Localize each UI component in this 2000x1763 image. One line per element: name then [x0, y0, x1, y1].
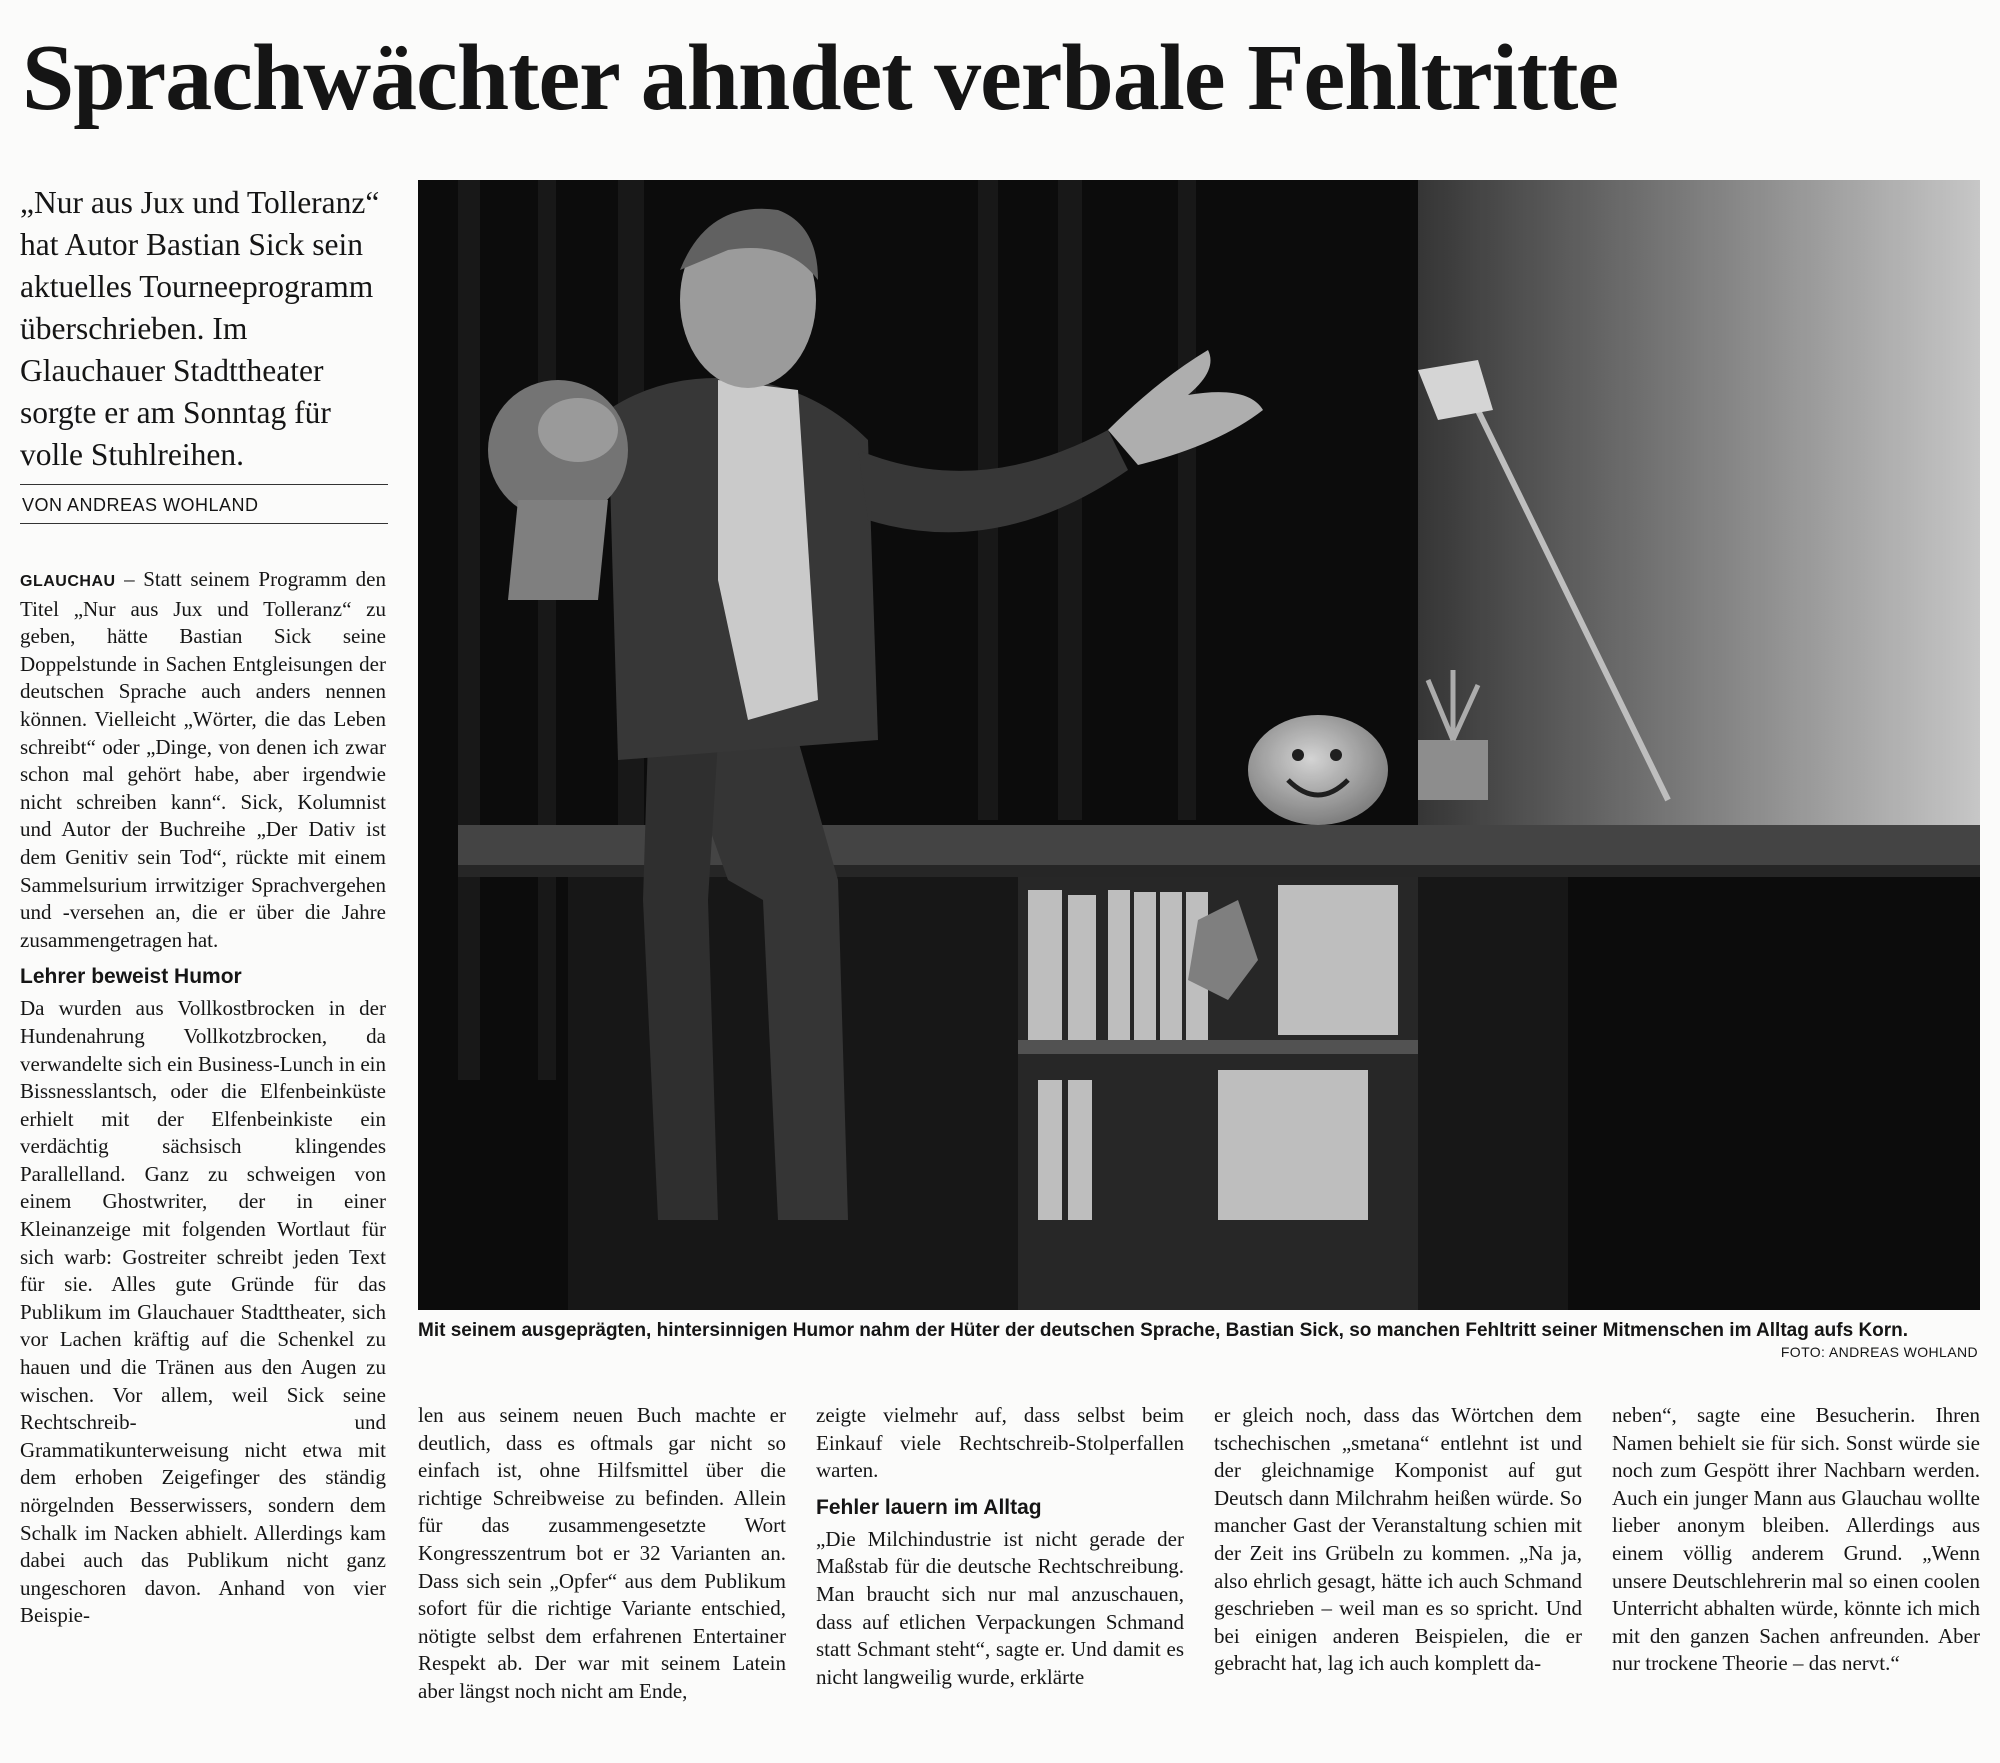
article-photo [418, 180, 1980, 1310]
photo-illustration [418, 180, 1980, 1310]
column-1-paragraph-1 [20, 566, 386, 954]
column-4-paragraph: er gleich noch, dass das Wörtchen dem tschechischen „smetana“ entlehnt ist und der gleichnamige Komponist auf gut Deutsch dann Milchrahm heißen würde. So mancher Gast der Veranstaltung schien mit der Zeit ins Grübeln zu kommen. „Na ja, also ehrlich gesagt, hätte ich auch Schmand geschrieben – weil man es so spricht. Und bei einigen anderen Beispielen, die er gebracht hat, lag ich auch komplett da- [1214, 1403, 1582, 1676]
photo-credit: FOTO: ANDREAS WOHLAND [1780, 1344, 1978, 1360]
column-1-paragraph-2: Da wurden aus Vollkostbrocken in der Hundenahrung Vollkotzbrocken, da verwandelte sich ein Business-Lunch in ein Bissnesslantsch, oder die Elfenbeinküste erhielt mit der Elfenbeinkiste ein verdächtig sächsisch klingendes Parallelland. Ganz zu schweigen von einem Ghostwriter, der in einer Kleinanzeige mit folgenden Wortlaut für sich warb: Gostreiter schreibt jeden Text für sie. Alles gute Gründe für das Publikum im Glauchauer Stadttheater, sich vor Lachen kräftig auf die Schenkel zu hauen und die Tränen aus den Augen zu wischen. Vor allem, weil Sick seine Rechtschreib- und Grammatikunterweisung nicht etwa mit dem erhoben Zeigefinger des ständig nörgelnden Besserwissers, sondern dem Schalk im Nacken abhielt. Allerdings kam dabei auch das Publikum nicht ganz ungeschoren davon. Anhand von vier Beispie- [20, 996, 386, 1628]
photo-caption: Mit seinem ausgeprägten, hintersinnigen Humor nahm der Hüter der deutschen Sprache, Bastian Sick, so manchen Fehltritt seiner Mitmenschen im Alltag aufs Korn. [418, 1320, 1909, 1341]
article-column-5 [1612, 1402, 1980, 1678]
article-column-3 [816, 1402, 1184, 1691]
subhead-lehrer: Lehrer beweist Humor [20, 965, 242, 989]
subhead-fehler: Fehler lauern im Alltag [816, 1495, 1042, 1519]
column-5-paragraph: neben“, sagte eine Besucherin. Ihren Namen behielt sie für sich. Sonst würde sie noch zum Gespött ihrer Nachbarn werden. Auch ein junger Mann aus Glauchau wollte lieber anonym bleiben. Allerdings aus einem völlig anderem Grund. „Wenn unsere Deutschlehrerin mal so einen coolen Unterricht abhalten würde, könnte ich mich mit den ganzen Sachen anfreunden. Aber nur trockene Theorie – das nervt.“ [1612, 1403, 1980, 1676]
column-1-text-1: – Statt seinem Programm den Titel „Nur aus Jux und Tolleranz“ zu geben, hätte Bastian Sick seine Doppelstunde in Sachen Entgleisungen der deutschen Sprache auch anders nennen können. Vielleicht „Wörter, die das Leben schreibt“ oder „Dinge, von denen ich zwar schon mal gehört habe, aber irgendwie nicht schreiben kann“. Sick, Kolumnist und Autor der Buchreihe „Der Dativ ist dem Genitiv sein Tod“, rückte mit einem Sammelsurium irrwitziger Sprachvergehen und -versehen an, die er über die Jahre zusammengetragen hat. [20, 567, 386, 952]
article-column-2 [418, 1402, 786, 1706]
article-column-4 [1214, 1402, 1582, 1678]
dateline: GLAUCHAU [20, 573, 116, 590]
column-3-paragraph-2: „Die Milchindustrie ist nicht gerade der Maßstab für die deutsche Rechtschreibung. Man braucht sich nur mal anzuschauen, dass auf etlichen Verpackungen Schmand statt Schmant steht“, sagte er. Und damit es nicht langweilig wurde, erklärte [816, 1526, 1184, 1689]
column-2-paragraph: len aus seinem neuen Buch machte er deutlich, dass es oftmals gar nicht so einfach ist, ohne Hilfsmittel über die richtige Schreibweise zu befinden. Allein für das zusammengesetzte Wort Kongresszentrum bot er 32 Varianten an. Dass sich sein „Opfer“ aus dem Publikum sofort für die richtige Variante entschied, nötigte selbst dem erfahrenen Entertainer Respekt ab. Der war mit seinem Latein aber längst noch nicht am Ende, [418, 1403, 786, 1703]
column-3-paragraph-1: zeigte vielmehr auf, dass selbst beim Einkauf viele Rechtschreib-Stolperfallen warten. [816, 1403, 1184, 1483]
headline: Sprachwächter ahndet verbale Fehltritte [22, 26, 1619, 130]
article-column-1 [20, 566, 386, 1630]
lead-paragraph: „Nur aus Jux und Tolleranz“ hat Autor Bastian Sick sein aktuelles Tourneeprogramm überschrieben. Im Glauchauer Stadttheater sorgte er am Sonntag für volle Stuhlreihen. [20, 185, 380, 472]
byline: VON ANDREAS WOHLAND [20, 484, 388, 524]
